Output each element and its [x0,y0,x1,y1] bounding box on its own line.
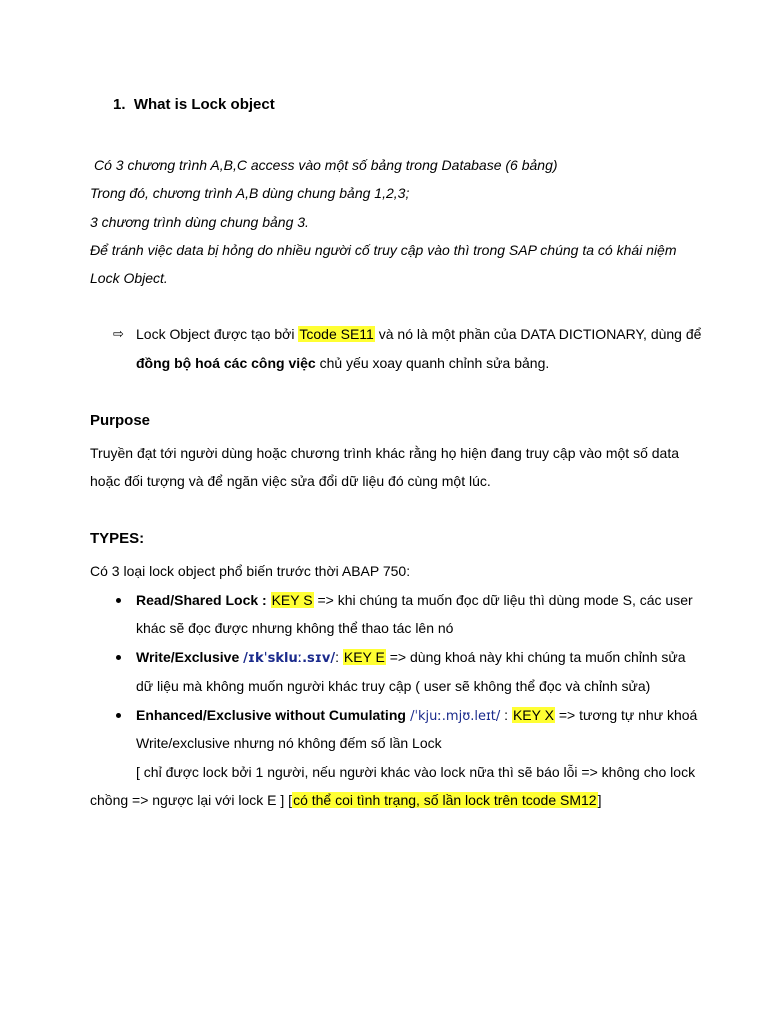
intro-line-1: Có 3 chương trình A,B,C access vào một số bảng trong Database (6 bảng) [94,157,558,173]
purpose-line-1: Truyền đạt tới người dùng hoặc chương trình khác rằng họ hiện đang truy cập vào một số data [90,445,680,461]
arrow-item-text: Lock Object được tạo bởi [136,326,299,342]
intro-line-4: Để tránh việc data bị hỏng do nhiều người cố truy cập vào thì trong SAP chúng ta có khái niệm [90,242,677,258]
arrow-item-text-2: và nó là một phần của DATA DICTIONARY, dùng để [374,326,702,342]
tcode-se11-highlight: Tcode SE11 [299,326,374,342]
intro-line-3: 3 chương trình dùng chung bảng 3. [90,214,309,230]
heading-number: 1. [113,96,126,113]
write-lock-ipa: /ɪkˈskluː.sɪv/ [243,651,336,666]
arrow-item-line-1 [136,325,701,343]
intro-line-2: Trong đó, chương trình A,B dùng chung bảng 1,2,3; [90,185,410,201]
arrow-right-icon: ⇨ [113,326,124,341]
sm12-highlight: có thể coi tình trạng, số lần lock trên tcode SM12 [293,792,597,808]
key-s-highlight: KEY S [271,592,313,608]
section-heading [113,96,275,114]
key-x-highlight: KEY X [512,707,554,723]
read-lock-label: Read/Shared Lock : [136,592,267,608]
enhanced-lock-label: Enhanced/Exclusive without Cumulating [136,707,406,723]
enhanced-lock-desc: => tương tự như khoá [554,707,698,723]
arrow-item-line-2 [136,354,549,372]
enhanced-lock-ipa: /ˈkjuː.mjʊ.leɪt/ [405,709,501,724]
enhanced-lock-colon: : [500,707,512,723]
note-line-2-text: chồng => ngược lại với lock E ] [ [90,792,293,808]
intro-line-5: Lock Object. [90,270,168,286]
read-lock-line-2: khác sẽ đọc được nhưng không thể thao tác lên nó [136,620,454,636]
read-lock-line-1 [136,591,693,609]
note-closing-bracket: ] [597,792,602,808]
key-e-highlight: KEY E [343,649,385,665]
note-line-1: [ chỉ được lock bởi 1 người, nếu người khác vào lock nữa thì sẽ báo lỗi => không cho lock [136,764,696,780]
bullet-dot [116,655,121,660]
purpose-heading: Purpose [90,412,151,429]
read-lock-desc: => khi chúng ta muốn đọc dữ liệu thì dùng mode S, các user [313,592,693,608]
bullet-dot [116,713,121,718]
types-heading: TYPES: [90,530,145,547]
write-lock-line-1 [136,648,686,668]
note-line-2 [90,791,601,809]
types-intro: Có 3 loại lock object phổ biến trước thời ABAP 750: [90,563,411,579]
write-lock-desc: => dùng khoá này khi chúng ta muốn chỉnh sửa [385,649,686,665]
enhanced-lock-line-2: Write/exclusive nhưng nó không đếm số lần Lock [136,735,442,751]
write-lock-line-2: dữ liệu mà không muốn người khác truy cập ( user sẽ không thể đọc và chỉnh sửa) [136,678,651,694]
bullet-dot [116,598,121,603]
write-lock-label: Write/Exclusive [136,649,244,665]
enhanced-lock-line-1 [136,706,697,726]
arrow-item-line-2-rest: chủ yếu xoay quanh chỉnh sửa bảng. [315,355,550,371]
heading-title: What is Lock object [133,96,275,113]
write-lock-colon: : [335,649,343,665]
purpose-line-2: hoặc đối tượng và để ngăn việc sửa đổi dữ liệu đó cùng một lúc. [90,473,491,489]
sync-bold-text: đồng bộ hoá các công việc [136,355,316,371]
